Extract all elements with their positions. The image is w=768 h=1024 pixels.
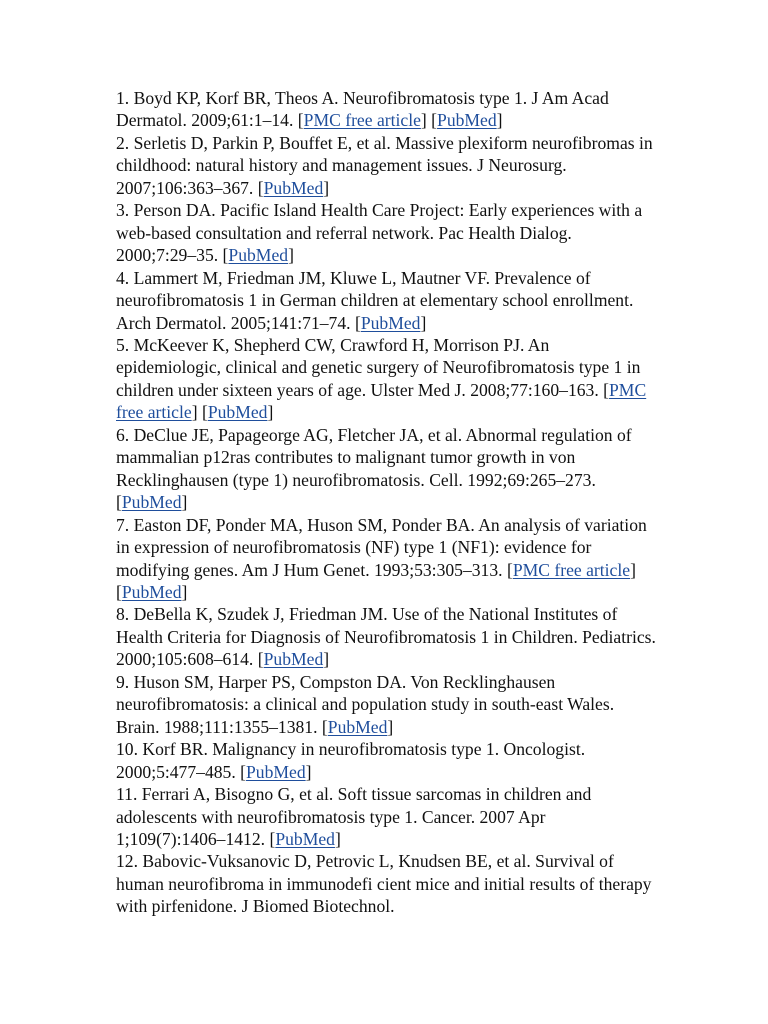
- reference-item: 9. Huson SM, Harper PS, Compston DA. Von Recklinghausen neurofibromatosis: a clinical and population study in south-east Wales. Brain. 1988;111:1355–1381. [PubMed]: [116, 671, 615, 737]
- pubmed-link[interactable]: PubMed: [246, 761, 306, 782]
- reference-text: 6. DeClue JE, Papageorge AG, Fletcher JA, et al. Abnormal regulation of mammalian p12ras contributes to malignant tumor growth in von Recklinghausen (type 1) neurofibromatosis. Cell. 1992;69:265–273.: [116, 424, 632, 490]
- pmc-free-article-link[interactable]: PMC free article: [303, 110, 421, 131]
- pubmed-link[interactable]: PubMed: [263, 177, 324, 198]
- reference-text: 10. Korf BR. Malignancy in neurofibromatosis type 1. Oncologist. 2000;5:477–485.: [116, 739, 586, 782]
- reference-item: 5. McKeever K, Shepherd CW, Crawford H, Morrison PJ. An epidemiologic, clinical and genetic surgery of Neurofibromatosis type 1 in children under sixteen years of age. Ulster Med J. 2008;77:160–163. [PMC free article] [PubMed]: [116, 334, 647, 423]
- pubmed-link[interactable]: PubMed: [327, 716, 388, 737]
- reference-item: 7. Easton DF, Ponder MA, Huson SM, Ponder BA. An analysis of variation in expression of neurofibromatosis (NF) type 1 (NF1): evidence for modifying genes. Am J Hum Genet. 1993;53:305–313. [PMC free article] [PubMed]: [116, 514, 647, 602]
- reference-item: 8. DeBella K, Szudek J, Friedman JM. Use of the National Institutes of Health Criteria for Diagnosis of Neurofibromatosis 1 in Children. Pediatrics. 2000;105:608–614. [PubMed]: [116, 604, 656, 670]
- reference-item: 10. Korf BR. Malignancy in neurofibromatosis type 1. Oncologist. 2000;5:477–485. [PubMed]: [116, 739, 586, 782]
- reference-text: 3. Person DA. Pacific Island Health Care Project: Early experiences with a web-based consultation and referral network. Pac Health Dialog. 2000;7:29–35.: [116, 200, 643, 266]
- pubmed-link[interactable]: PubMed: [121, 492, 182, 513]
- pubmed-link[interactable]: PubMed: [437, 110, 497, 131]
- reference-item: 4. Lammert M, Friedman JM, Kluwe L, Mautner VF. Prevalence of neurofibromatosis 1 in German children at elementary school enrollment. Arch Dermatol. 2005;141:71–74. [PubMed]: [116, 267, 634, 333]
- pubmed-link[interactable]: PubMed: [228, 245, 289, 266]
- pubmed-link[interactable]: PubMed: [275, 828, 335, 849]
- reference-text: 9. Huson SM, Harper PS, Compston DA. Von Recklinghausen neurofibromatosis: a clinical and population study in south-east Wales. Brain. 1988;111:1355–1381.: [116, 671, 615, 737]
- reference-text: 8. DeBella K, Szudek J, Friedman JM. Use of the National Institutes of Health Criteria for Diagnosis of Neurofibromatosis 1 in Children. Pediatrics. 2000;105:608–614.: [116, 604, 656, 670]
- reference-text: 4. Lammert M, Friedman JM, Kluwe L, Mautner VF. Prevalence of neurofibromatosis 1 in German children at elementary school enrollment. Arch Dermatol. 2005;141:71–74.: [116, 267, 634, 333]
- pubmed-link[interactable]: PubMed: [263, 649, 324, 670]
- reference-text: 2. Serletis D, Parkin P, Bouffet E, et al. Massive plexiform neurofibromas in childhood: natural history and management issues. J Neurosurg. 2007;106:363–367.: [116, 132, 653, 198]
- reference-item: 2. Serletis D, Parkin P, Bouffet E, et al. Massive plexiform neurofibromas in childhood: natural history and management issues. J Neurosurg. 2007;106:363–367. [PubMed]: [116, 132, 653, 198]
- pmc-free-article-link[interactable]: PMC free article: [116, 379, 647, 423]
- reference-item: [116, 850, 656, 917]
- pmc-free-article-link[interactable]: PMC free article: [512, 559, 631, 580]
- reference-text: 1. Boyd KP, Korf BR, Theos A. Neurofibromatosis type 1. J Am Acad Dermatol. 2009;61:1–14.: [116, 88, 609, 131]
- pubmed-link[interactable]: PubMed: [121, 581, 182, 602]
- reference-item: 1. Boyd KP, Korf BR, Theos A. Neurofibromatosis type 1. J Am Acad Dermatol. 2009;61:1–14. [PMC free article] [PubMed]: [116, 88, 609, 131]
- reference-item: 11. Ferrari A, Bisogno G, et al. Soft tissue sarcomas in children and adolescents with neurofibromatosis type 1. Cancer. 2007 Apr 1;109(7):1406–1412. [PubMed]: [116, 784, 592, 849]
- pubmed-link[interactable]: PubMed: [207, 402, 268, 423]
- reference-list: [116, 87, 656, 918]
- reference-item: 3. Person DA. Pacific Island Health Care Project: Early experiences with a web-based consultation and referral network. Pac Health Dialog. 2000;7:29–35. [PubMed]: [116, 200, 643, 266]
- reference-text: 7. Easton DF, Ponder MA, Huson SM, Ponder BA. An analysis of variation in expression of neurofibromatosis (NF) type 1 (NF1): evidence for modifying genes. Am J Hum Genet. 1993;53:305–313.: [116, 514, 647, 580]
- reference-text: 5. McKeever K, Shepherd CW, Crawford H, Morrison PJ. An epidemiologic, clinical and genetic surgery of Neurofibromatosis type 1 in children under sixteen years of age. Ulster Med J. 2008;77:160–163.: [116, 334, 641, 400]
- reference-text: 12. Babovic-Vuksanovic D, Petrovic L, Knudsen BE, et al. Survival of human neurofibroma in immunodefi cient mice and initial results of therapy with pirfenidone. J Biomed Biotechnol.: [116, 851, 652, 917]
- reference-item: 6. DeClue JE, Papageorge AG, Fletcher JA, et al. Abnormal regulation of mammalian p12ras contributes to malignant tumor growth in von Recklinghausen (type 1) neurofibromatosis. Cell. 1992;69:265–273. [PubMed]: [116, 424, 632, 513]
- pubmed-link[interactable]: PubMed: [360, 312, 421, 333]
- reference-text: 11. Ferrari A, Bisogno G, et al. Soft tissue sarcomas in children and adolescents with neurofibromatosis type 1. Cancer. 2007 Apr 1;109(7):1406–1412.: [116, 784, 592, 849]
